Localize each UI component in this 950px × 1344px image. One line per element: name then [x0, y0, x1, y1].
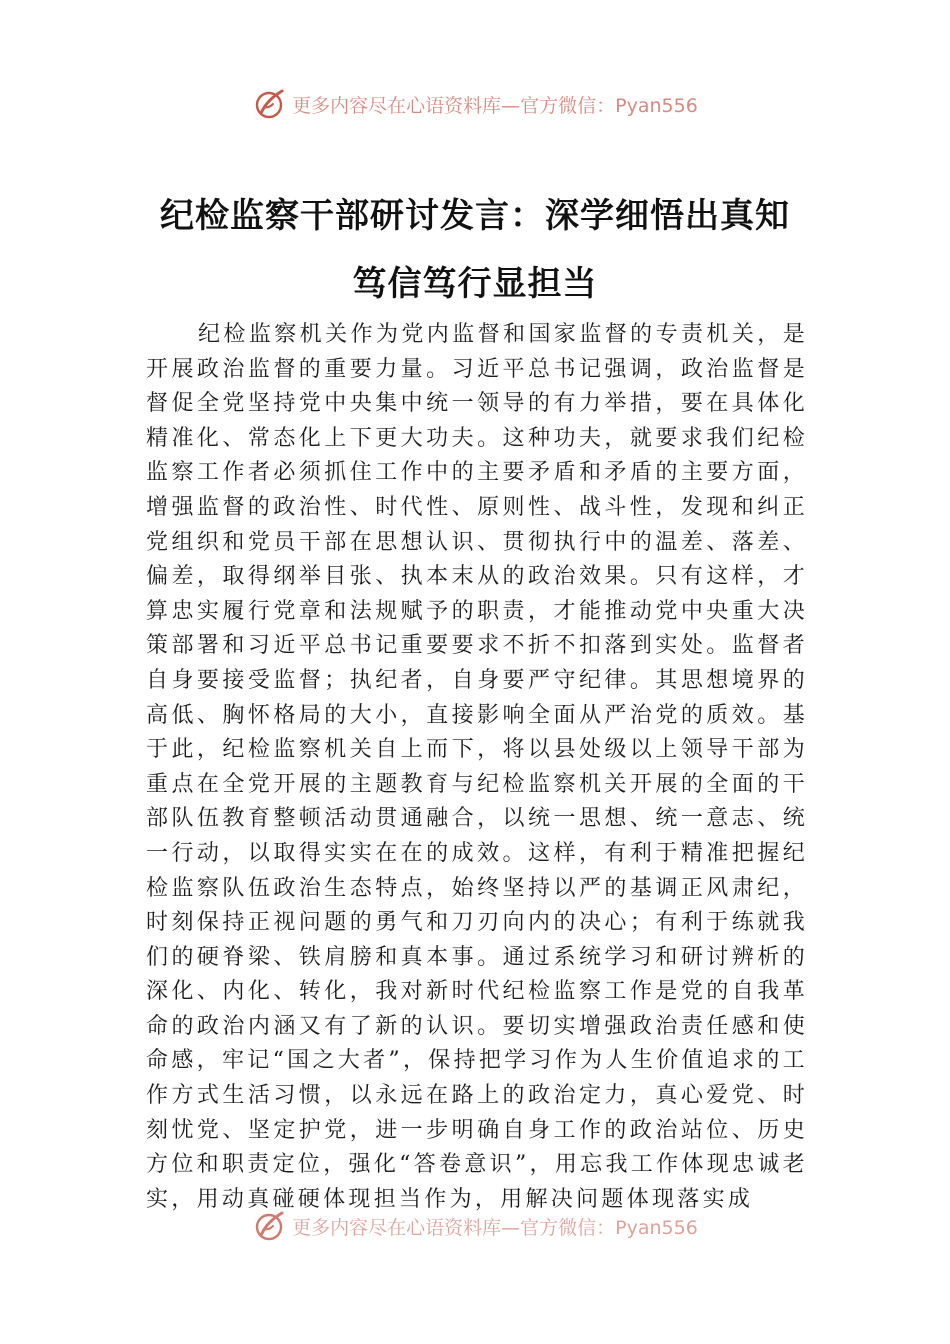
document-title-line-2: 笃信笃行显担当 — [352, 264, 598, 304]
watermark-header — [0, 84, 950, 124]
document-body-paragraph: 纪检监察机关作为党内监督和国家监督的专责机关，是开展政治监督的重要力量。习近平总书记强调，政治监督是督促全党坚持党中央集中统一领导的有力举措，要在具体化精准化、常态化上下更大功夫。这种功夫，就要求我们纪检监察工作者必须抓住工作中的主要矛盾和矛盾的主要方面，增强监督的政治性、时代性、原则性、战斗性，发现和纠正党组织和党员干部在思想认识、贯彻执行中的温差、落差、偏差，取得纲举目张、执本末从的政治效果。只有这样，才算忠实履行党章和法规赋予的职责，才能推动党中央重大决策部署和习近平总书记重要要求不折不扣落到实处。监督者自身要接受监督；执纪者，自身要严守纪律。其思想境界的高低、胸怀格局的大小，直接影响全面从严治党的质效。基于此，纪检监察机关自上而下，将以县处级以上领导干部为重点在全党开展的主题教育与纪检监察机关开展的全面的干部队伍教育整顿活动贯通融合，以统一思想、统一意志、统一行动，以取得实实在在的成效。这样，有利于精准把握纪检监察队伍政治生态特点，始终坚持以严的基调正风肃纪，时刻保持正视问题的勇气和刀刃向内的决心；有利于练就我们的硬脊梁、铁肩膀和真本事。通过系统学习和研讨辨析的深化、内化、转化，我对新时代纪检监察工作是党的自我革命的政治内涵又有了新的认识。要切实增强政治责任感和使命感，牢记“国之大者”，保持把学习作为人生价值追求的工作方式生活习惯，以永远在路上的政治定力，真心爱党、时刻忧党、坚定护党，进一步明确自身工作的政治站位、历史方位和职责定位，强化“答卷意识”，用忘我工作体现忠诚老实，用动真碰硬体现担当作为，用解决问题体现落实成 — [146, 322, 808, 1212]
watermark-text: 更多内容尽在心语资料库—官方微信：Pyan556 — [292, 94, 698, 117]
brush-logo-icon — [252, 87, 286, 121]
document-title-line-1: 纪检监察干部研讨发言：深学细悟出真知 — [160, 196, 790, 236]
brush-logo-icon — [252, 1209, 286, 1243]
watermark-text: 更多内容尽在心语资料库—官方微信：Pyan556 — [292, 1216, 698, 1239]
watermark-footer — [0, 1206, 950, 1246]
